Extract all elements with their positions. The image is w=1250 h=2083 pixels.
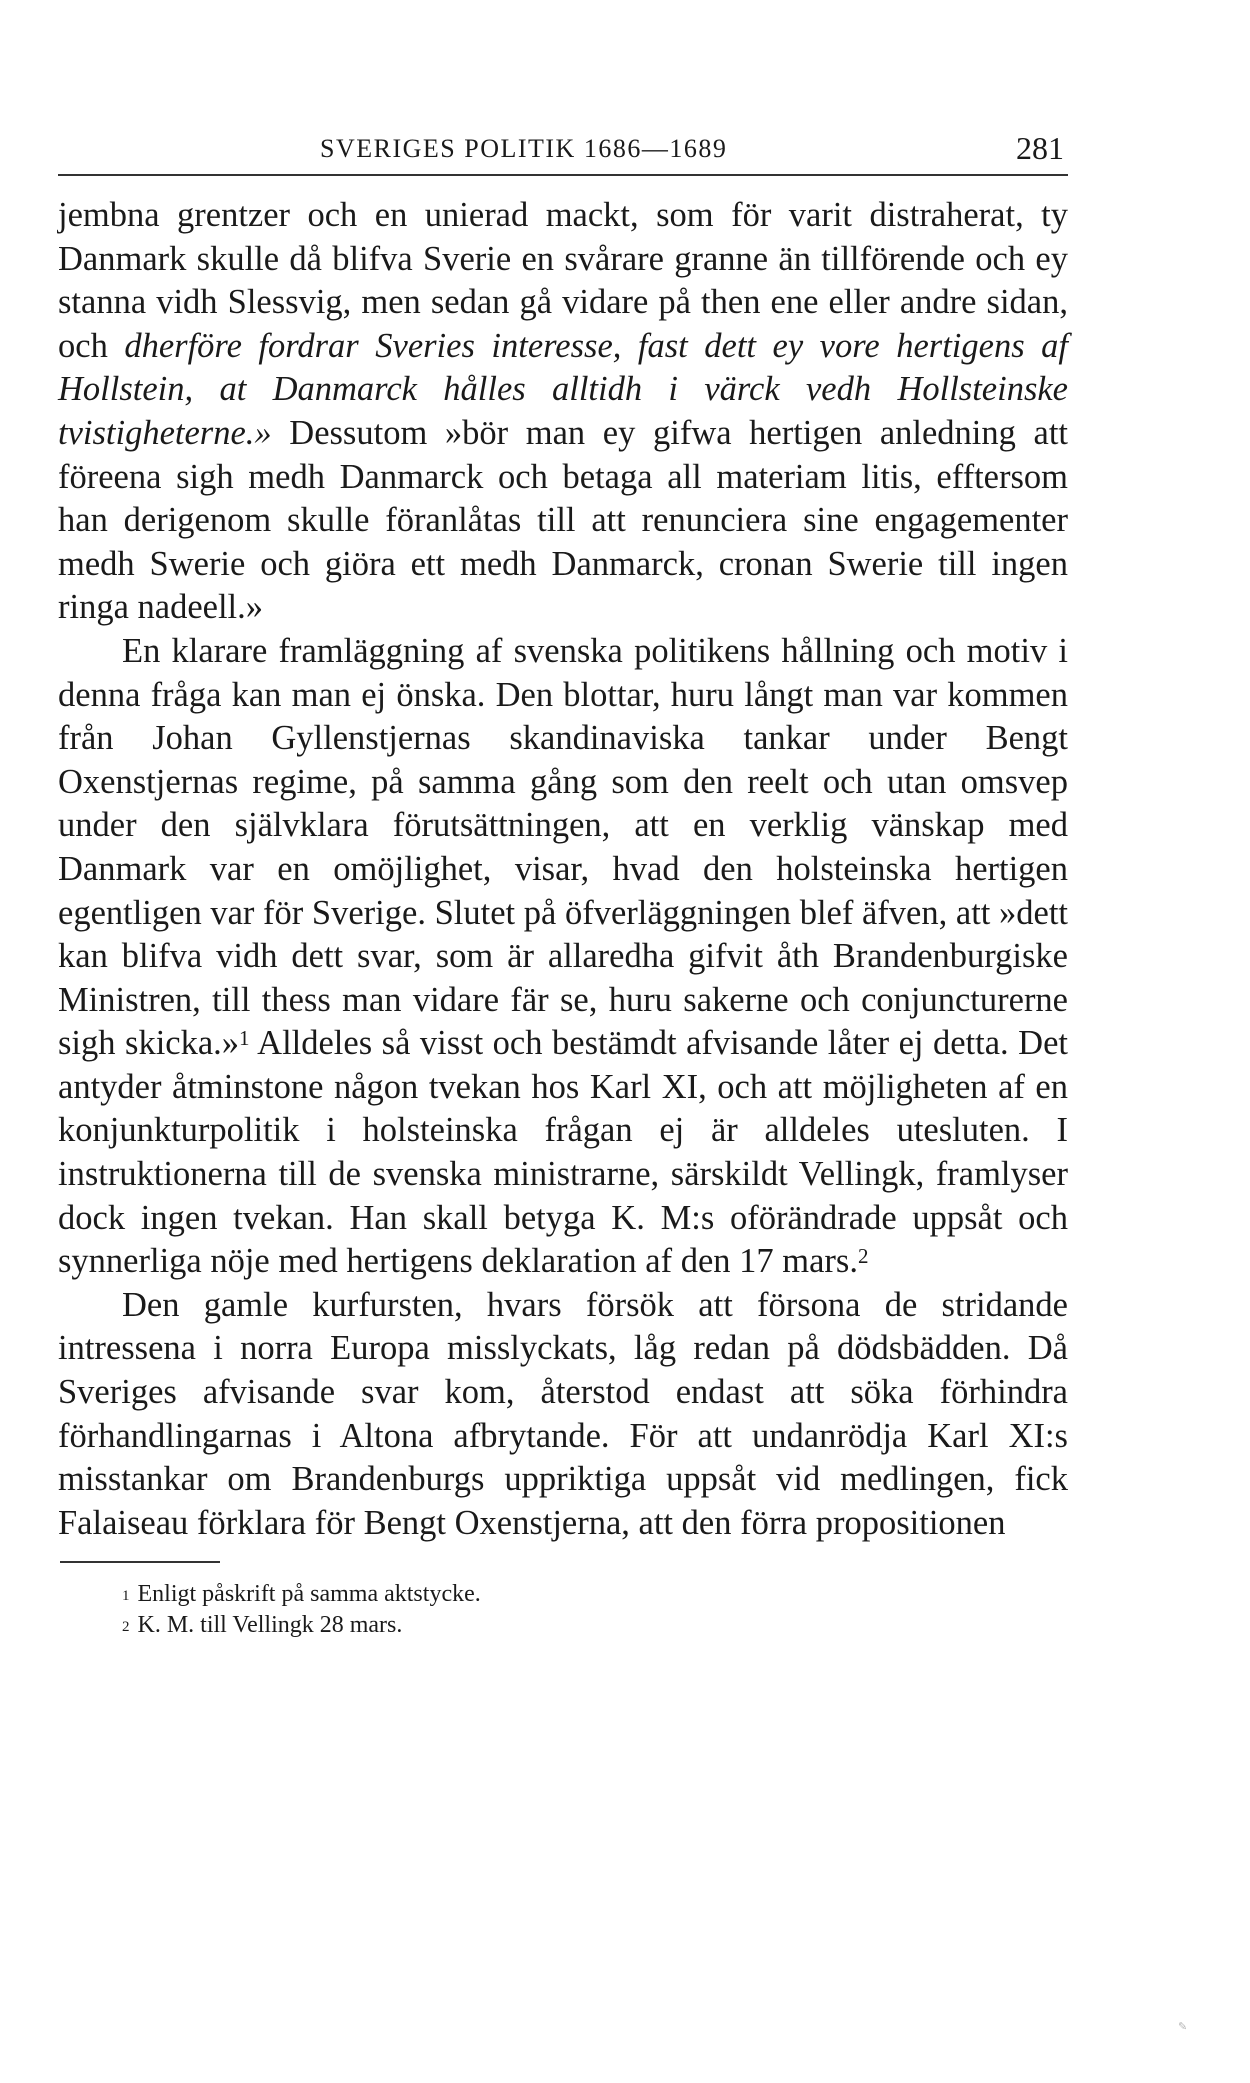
book-page (58, 130, 1068, 1641)
paragraph-1-text-b: Dessutom »bör man ey gifwa hertigen anledning att föreena sigh medh Danmarck och betaga all materiam litis, efftersom han derigenom skulle föranlåtas till att renunciera sine engagementer medh Swerie och giöra ett medh Danmarck, cronan Swerie till ingen ringa nadeell.» (58, 413, 1068, 627)
footnote-1-mark: 1 (122, 1588, 130, 1605)
paragraph-2 (58, 630, 1068, 1284)
footnote-ref-2: 2 (857, 1244, 869, 1269)
footnote-rule (60, 1561, 220, 1563)
footnote-2-text: K. M. till Vellingk 28 mars. (137, 1612, 403, 1639)
paragraph-1 (58, 194, 1068, 630)
footnotes (122, 1579, 1068, 1641)
running-title: SVERIGES POLITIK 1686—1689 (320, 134, 728, 163)
paragraph-2-text-a: En klarare framläggning af svenska politikens hållning och motiv i denna fråga kan man ej önska. Den blottar, huru långt man var kommen från Johan Gyllenstjernas skandinaviska tankar under Bengt Oxenstjernas regime, på samma gång som den reelt och utan omsvep under den självklara förutsättningen, att en verklig vänskap med Danmark var en omöjlighet, visar, hvad den holsteinska hertigen egentligen var för Sverige. Slutet på öfverläggningen blef äfven, att »dett kan blifva vidh dett svar, som är allaredha gifvit åth Brandenburgiske Ministren, till thess man vidare fär se, huru sakerne och conjuncturerne sigh skicka.» (58, 631, 1068, 1063)
corner-smudge-icon: ✎ (1178, 2021, 1188, 2033)
footnote-1 (122, 1579, 1068, 1610)
footnote-2 (122, 1610, 1068, 1641)
paragraph-1-italic-quote: dherföre fordrar Sveries interesse, fast dett ey vore hertigens af Hollstein, at Danmarck hålles alltidh i värck vedh Hollsteinske tvistigheterne.» (58, 326, 1068, 452)
page-number: 281 (1016, 130, 1064, 166)
paragraph-1-text-a: jembna grentzer och en unierad mackt, som för varit distraherat, ty Danmark skulle då blifva Sverie en svårare granne än tillförende och ey stanna vidh Slessvig, men sedan gå vidare på then ene eller andre sidan, och (58, 196, 1068, 365)
running-head (58, 130, 1068, 176)
paragraph-2-text-b: Alldeles så visst och bestämdt afvisande låter ej detta. Det antyder åtminstone någon tvekan hos Karl XI, och att möjligheten af en konjunkturpolitik i holsteinska frågan ej är alldeles utesluten. I instruktionerna till de svenska ministrarne, särskildt Vellingk, framlyser dock ingen tvekan. Han skall betyga K. M:s oförändrade uppsåt och synnerliga nöje med hertigens deklaration af den 17 mars. (58, 1024, 1068, 1281)
footnote-1-text: Enligt påskrift på samma aktstycke. (137, 1581, 481, 1608)
footnote-2-mark: 2 (122, 1619, 130, 1636)
paragraph-3: Den gamle kurfursten, hvars försök att försona de stridande intressena i norra Europa misslyckats, låg redan på dödsbädden. Då Sveriges afvisande svar kom, återstod endast att söka förhindra förhandlingarnas i Altona afbrytande. För att undanrödja Karl XI:s misstankar om Brandenburgs uppriktiga uppsåt vid medlingen, fick Falaiseau förklara för Bengt Oxenstjerna, att den förra propositionen (58, 1285, 1068, 1542)
body-text (58, 194, 1068, 1545)
footnote-ref-1: 1 (239, 1026, 250, 1051)
